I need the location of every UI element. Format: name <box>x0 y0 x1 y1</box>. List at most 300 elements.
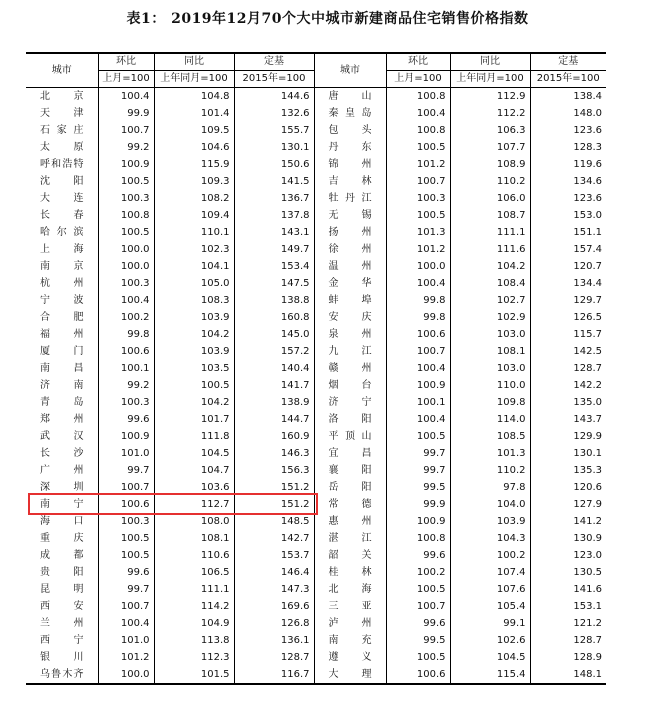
city-name: 烟台 <box>314 377 386 394</box>
city-name: 南充 <box>314 632 386 649</box>
base-value: 128.7 <box>573 363 602 374</box>
table-row <box>26 513 606 530</box>
base-value: 135.0 <box>573 397 602 408</box>
city-name: 北海 <box>314 581 386 598</box>
city-name: 岳阳 <box>314 479 386 496</box>
mom-value: 100.4 <box>386 275 450 292</box>
city-name: 哈尔滨 <box>26 224 98 241</box>
city-name: 宁波 <box>26 292 98 309</box>
base-value: 123.6 <box>573 193 602 204</box>
city-name: 西宁 <box>26 632 98 649</box>
yoy-value: 111.8 <box>154 428 234 445</box>
yoy-value: 107.4 <box>450 564 530 581</box>
table-row <box>26 666 606 684</box>
base-value: 130.5 <box>573 567 602 578</box>
yoy-value: 101.7 <box>154 411 234 428</box>
yoy-value: 102.3 <box>154 241 234 258</box>
mom-value: 101.2 <box>386 241 450 258</box>
base-value: 144.6 <box>234 88 314 106</box>
base-value: 128.9 <box>573 652 602 663</box>
base-value: 135.3 <box>573 465 602 476</box>
yoy-value: 103.9 <box>450 513 530 530</box>
base-value: 160.9 <box>234 428 314 445</box>
mom-value: 100.0 <box>386 258 450 275</box>
yoy-subheader-right: 上年同月=100 <box>450 71 530 88</box>
base-value: 151.2 <box>234 479 314 496</box>
base-value: 130.1 <box>234 139 314 156</box>
yoy-value: 108.5 <box>450 428 530 445</box>
base-value: 155.7 <box>234 122 314 139</box>
yoy-value: 106.0 <box>450 190 530 207</box>
city-name: 无锡 <box>314 207 386 224</box>
yoy-value: 100.2 <box>450 547 530 564</box>
city-name: 济宁 <box>314 394 386 411</box>
mom-value: 100.5 <box>386 139 450 156</box>
table-row <box>26 615 606 632</box>
mom-value: 99.6 <box>386 547 450 564</box>
mom-value: 101.3 <box>386 224 450 241</box>
mom-value: 101.2 <box>98 649 154 666</box>
city-name: 牡丹江 <box>314 190 386 207</box>
yoy-value: 108.1 <box>154 530 234 547</box>
city-name: 平顶山 <box>314 428 386 445</box>
base-value: 150.6 <box>234 156 314 173</box>
yoy-value: 108.4 <box>450 275 530 292</box>
yoy-value: 112.2 <box>450 105 530 122</box>
city-name: 韶关 <box>314 547 386 564</box>
mom-value: 100.4 <box>386 411 450 428</box>
table-row <box>26 445 606 462</box>
city-name: 遵义 <box>314 649 386 666</box>
base-value: 148.1 <box>530 666 606 684</box>
yoy-value: 110.0 <box>450 377 530 394</box>
city-name: 郑州 <box>26 411 98 428</box>
table-row <box>26 496 606 513</box>
city-name: 长春 <box>26 207 98 224</box>
mom-value: 100.5 <box>386 428 450 445</box>
yoy-value: 104.9 <box>154 615 234 632</box>
base-value: 143.1 <box>234 224 314 241</box>
mom-value: 100.6 <box>98 496 154 513</box>
city-name: 贵阳 <box>26 564 98 581</box>
mom-value: 100.5 <box>386 207 450 224</box>
city-name: 大理 <box>314 666 386 684</box>
yoy-value: 108.3 <box>154 292 234 309</box>
mom-value: 100.0 <box>98 241 154 258</box>
mom-value: 100.8 <box>386 122 450 139</box>
city-name: 太原 <box>26 139 98 156</box>
table-row <box>26 105 606 122</box>
yoy-value: 110.2 <box>450 173 530 190</box>
city-name: 金华 <box>314 275 386 292</box>
base-value: 156.3 <box>234 462 314 479</box>
mom-value: 100.5 <box>98 173 154 190</box>
yoy-value: 105.4 <box>450 598 530 615</box>
mom-subheader-right: 上月=100 <box>386 71 450 88</box>
base-value: 169.6 <box>234 598 314 615</box>
yoy-value: 107.7 <box>450 139 530 156</box>
table-row <box>26 190 606 207</box>
table-row <box>26 360 606 377</box>
base-value: 147.5 <box>234 275 314 292</box>
mom-value: 100.4 <box>98 615 154 632</box>
base-value: 119.6 <box>573 159 602 170</box>
city-name: 丹东 <box>314 139 386 156</box>
city-name: 北京 <box>26 88 98 106</box>
base-value: 115.7 <box>573 329 602 340</box>
city-name: 合肥 <box>26 309 98 326</box>
mom-value: 100.9 <box>98 428 154 445</box>
table-row <box>26 224 606 241</box>
city-name: 泉州 <box>314 326 386 343</box>
city-name: 重庆 <box>26 530 98 547</box>
yoy-value: 106.5 <box>154 564 234 581</box>
mom-value: 100.3 <box>98 394 154 411</box>
yoy-value: 104.2 <box>154 326 234 343</box>
base-value: 153.4 <box>234 258 314 275</box>
mom-value: 100.3 <box>386 190 450 207</box>
table-row <box>26 632 606 649</box>
city-name: 锦州 <box>314 156 386 173</box>
mom-value: 100.5 <box>98 530 154 547</box>
base-value: 142.7 <box>234 530 314 547</box>
mom-value: 99.7 <box>386 462 450 479</box>
mom-value: 100.7 <box>386 598 450 615</box>
table-row <box>26 139 606 156</box>
mom-value: 100.0 <box>98 666 154 684</box>
table-title: 表1： 2019年12月70个大中城市新建商品住宅销售价格指数 <box>126 11 529 27</box>
base-value: 129.9 <box>573 431 602 442</box>
city-name: 徐州 <box>314 241 386 258</box>
base-header-left: 定基 <box>234 53 314 71</box>
yoy-value: 103.0 <box>450 326 530 343</box>
yoy-value: 111.1 <box>154 581 234 598</box>
yoy-value: 109.3 <box>154 173 234 190</box>
base-value: 128.7 <box>573 635 602 646</box>
city-name: 南昌 <box>26 360 98 377</box>
base-value: 138.8 <box>234 292 314 309</box>
city-name: 温州 <box>314 258 386 275</box>
yoy-value: 109.4 <box>154 207 234 224</box>
yoy-value: 115.9 <box>154 156 234 173</box>
mom-value: 101.0 <box>98 445 154 462</box>
base-value: 146.4 <box>234 564 314 581</box>
mom-value: 99.8 <box>98 326 154 343</box>
table-row <box>26 156 606 173</box>
yoy-value: 111.6 <box>450 241 530 258</box>
base-value: 148.5 <box>234 513 314 530</box>
mom-value: 99.8 <box>386 309 450 326</box>
base-subheader-left: 2015年=100 <box>234 71 314 88</box>
mom-value: 100.5 <box>98 547 154 564</box>
yoy-value: 104.3 <box>450 530 530 547</box>
base-value: 143.7 <box>573 414 602 425</box>
yoy-value: 108.9 <box>450 156 530 173</box>
mom-value: 100.7 <box>98 479 154 496</box>
base-value: 145.0 <box>234 326 314 343</box>
base-value: 157.4 <box>573 244 602 255</box>
yoy-value: 112.3 <box>154 649 234 666</box>
table-row <box>26 309 606 326</box>
table-row <box>26 547 606 564</box>
table-row <box>26 343 606 360</box>
city-name: 常德 <box>314 496 386 513</box>
yoy-value: 104.6 <box>154 139 234 156</box>
mom-value: 100.3 <box>98 190 154 207</box>
table-row <box>26 581 606 598</box>
table-row <box>26 564 606 581</box>
city-name: 南宁 <box>26 496 98 513</box>
mom-value: 100.4 <box>386 360 450 377</box>
mom-value: 100.7 <box>386 173 450 190</box>
yoy-value: 104.0 <box>450 496 530 513</box>
mom-value: 100.2 <box>98 309 154 326</box>
base-value: 127.9 <box>573 499 602 510</box>
city-name: 西安 <box>26 598 98 615</box>
yoy-value: 103.9 <box>154 309 234 326</box>
mom-value: 100.2 <box>386 564 450 581</box>
table-row <box>26 598 606 615</box>
base-value: 153.1 <box>573 601 602 612</box>
city-name: 宜昌 <box>314 445 386 462</box>
mom-value: 100.1 <box>386 394 450 411</box>
base-value: 137.8 <box>234 207 314 224</box>
city-name: 上海 <box>26 241 98 258</box>
city-name: 九江 <box>314 343 386 360</box>
city-name: 惠州 <box>314 513 386 530</box>
base-value: 142.5 <box>573 346 602 357</box>
mom-value: 100.1 <box>98 360 154 377</box>
city-name: 济南 <box>26 377 98 394</box>
yoy-value: 101.3 <box>450 445 530 462</box>
table-row <box>26 479 606 496</box>
city-name: 泸州 <box>314 615 386 632</box>
yoy-value: 103.6 <box>154 479 234 496</box>
base-value: 126.5 <box>573 312 602 323</box>
base-value: 146.3 <box>234 445 314 462</box>
yoy-value: 108.7 <box>450 207 530 224</box>
city-name: 蚌埠 <box>314 292 386 309</box>
table-row <box>26 462 606 479</box>
mom-value: 100.0 <box>98 258 154 275</box>
base-value: 120.7 <box>573 261 602 272</box>
base-value: 128.7 <box>234 649 314 666</box>
city-name: 海口 <box>26 513 98 530</box>
yoy-value: 103.9 <box>154 343 234 360</box>
mom-value: 99.9 <box>386 496 450 513</box>
city-name: 赣州 <box>314 360 386 377</box>
city-name: 湛江 <box>314 530 386 547</box>
yoy-value: 113.8 <box>154 632 234 649</box>
yoy-header-right: 同比 <box>450 53 530 71</box>
base-value: 132.6 <box>234 105 314 122</box>
table-row <box>26 530 606 547</box>
base-value: 157.2 <box>234 343 314 360</box>
base-value: 147.3 <box>234 581 314 598</box>
table-row <box>26 275 606 292</box>
mom-value: 100.6 <box>386 666 450 684</box>
mom-value: 99.2 <box>98 377 154 394</box>
base-value: 153.0 <box>573 210 602 221</box>
yoy-value: 104.7 <box>154 462 234 479</box>
city-name: 南京 <box>26 258 98 275</box>
mom-value: 100.7 <box>98 122 154 139</box>
city-name: 襄阳 <box>314 462 386 479</box>
city-name: 三亚 <box>314 598 386 615</box>
mom-value: 100.9 <box>386 377 450 394</box>
base-value: 144.7 <box>234 411 314 428</box>
yoy-value: 114.0 <box>450 411 530 428</box>
mom-subheader-left: 上月=100 <box>98 71 154 88</box>
table-row <box>26 394 606 411</box>
table-row <box>26 207 606 224</box>
base-value: 148.0 <box>573 108 602 119</box>
yoy-value: 110.6 <box>154 547 234 564</box>
yoy-value: 114.2 <box>154 598 234 615</box>
yoy-value: 103.5 <box>154 360 234 377</box>
city-header-left: 城市 <box>26 53 98 88</box>
city-name: 呼和浩特 <box>26 156 98 173</box>
mom-header-left: 环比 <box>98 53 154 71</box>
city-name: 吉林 <box>314 173 386 190</box>
city-name: 长沙 <box>26 445 98 462</box>
city-name: 扬州 <box>314 224 386 241</box>
mom-value: 100.6 <box>98 343 154 360</box>
base-value: 149.7 <box>234 241 314 258</box>
city-name: 沈阳 <box>26 173 98 190</box>
yoy-value: 109.8 <box>450 394 530 411</box>
mom-value: 99.5 <box>386 479 450 496</box>
yoy-value: 112.7 <box>154 496 234 513</box>
yoy-value: 108.1 <box>450 343 530 360</box>
yoy-subheader-left: 上年同月=100 <box>154 71 234 88</box>
yoy-value: 104.1 <box>154 258 234 275</box>
yoy-value: 105.0 <box>154 275 234 292</box>
city-name: 深圳 <box>26 479 98 496</box>
yoy-value: 110.1 <box>154 224 234 241</box>
base-value: 151.1 <box>573 227 602 238</box>
yoy-value: 97.8 <box>450 479 530 496</box>
mom-value: 100.8 <box>98 207 154 224</box>
mom-header-right: 环比 <box>386 53 450 71</box>
base-value: 130.9 <box>573 533 602 544</box>
city-name: 石家庄 <box>26 122 98 139</box>
base-subheader-right: 2015年=100 <box>530 71 606 88</box>
city-name: 乌鲁木齐 <box>26 666 98 684</box>
base-value: 126.8 <box>234 615 314 632</box>
mom-value: 100.9 <box>386 513 450 530</box>
base-value: 134.4 <box>573 278 602 289</box>
mom-value: 100.3 <box>98 275 154 292</box>
yoy-value: 108.0 <box>154 513 234 530</box>
yoy-value: 102.7 <box>450 292 530 309</box>
city-header-right: 城市 <box>314 53 386 88</box>
table-row <box>26 649 606 666</box>
yoy-value: 104.2 <box>154 394 234 411</box>
mom-value: 99.6 <box>98 564 154 581</box>
base-value: 141.5 <box>234 173 314 190</box>
base-value: 116.7 <box>234 666 314 684</box>
yoy-value: 104.2 <box>450 258 530 275</box>
base-value: 138.4 <box>573 91 602 102</box>
mom-value: 99.7 <box>386 445 450 462</box>
city-name: 包头 <box>314 122 386 139</box>
base-value: 136.1 <box>234 632 314 649</box>
mom-value: 100.4 <box>98 88 154 106</box>
city-name: 广州 <box>26 462 98 479</box>
yoy-value: 104.5 <box>154 445 234 462</box>
table-row <box>26 241 606 258</box>
yoy-value: 107.6 <box>450 581 530 598</box>
city-name: 厦门 <box>26 343 98 360</box>
mom-value: 99.7 <box>98 581 154 598</box>
mom-value: 100.6 <box>386 326 450 343</box>
base-value: 142.2 <box>573 380 602 391</box>
table-row <box>26 377 606 394</box>
yoy-value: 111.1 <box>450 224 530 241</box>
yoy-value: 112.9 <box>450 88 530 106</box>
base-value: 121.2 <box>573 618 602 629</box>
table-row <box>26 122 606 139</box>
mom-value: 100.7 <box>386 343 450 360</box>
mom-value: 99.9 <box>98 105 154 122</box>
base-value: 140.4 <box>234 360 314 377</box>
base-value: 120.6 <box>573 482 602 493</box>
base-value: 160.8 <box>234 309 314 326</box>
yoy-value: 102.9 <box>450 309 530 326</box>
city-name: 银川 <box>26 649 98 666</box>
base-value: 138.9 <box>234 394 314 411</box>
city-name: 成都 <box>26 547 98 564</box>
city-name: 天津 <box>26 105 98 122</box>
city-name: 兰州 <box>26 615 98 632</box>
yoy-value: 104.5 <box>450 649 530 666</box>
base-value: 136.7 <box>234 190 314 207</box>
base-header-right: 定基 <box>530 53 606 71</box>
mom-value: 99.7 <box>98 462 154 479</box>
mom-value: 100.5 <box>98 224 154 241</box>
mom-value: 100.7 <box>98 598 154 615</box>
mom-value: 100.8 <box>386 88 450 106</box>
city-name: 唐山 <box>314 88 386 106</box>
yoy-value: 108.2 <box>154 190 234 207</box>
city-name: 昆明 <box>26 581 98 598</box>
city-name: 福州 <box>26 326 98 343</box>
yoy-value: 115.4 <box>450 666 530 684</box>
mom-value: 99.6 <box>98 411 154 428</box>
yoy-value: 101.4 <box>154 105 234 122</box>
yoy-value: 109.5 <box>154 122 234 139</box>
yoy-value: 100.5 <box>154 377 234 394</box>
yoy-value: 104.8 <box>154 88 234 106</box>
city-name: 安庆 <box>314 309 386 326</box>
table-row <box>26 88 606 106</box>
city-name: 桂林 <box>314 564 386 581</box>
mom-value: 100.5 <box>386 581 450 598</box>
mom-value: 101.2 <box>386 156 450 173</box>
city-name: 青岛 <box>26 394 98 411</box>
mom-value: 99.5 <box>386 632 450 649</box>
base-value: 134.6 <box>573 176 602 187</box>
yoy-value: 106.3 <box>450 122 530 139</box>
mom-value: 101.0 <box>98 632 154 649</box>
mom-value: 100.4 <box>98 292 154 309</box>
table-row <box>26 411 606 428</box>
table-row <box>26 292 606 309</box>
base-value: 123.6 <box>573 125 602 136</box>
table-row <box>26 258 606 275</box>
city-name: 武汉 <box>26 428 98 445</box>
